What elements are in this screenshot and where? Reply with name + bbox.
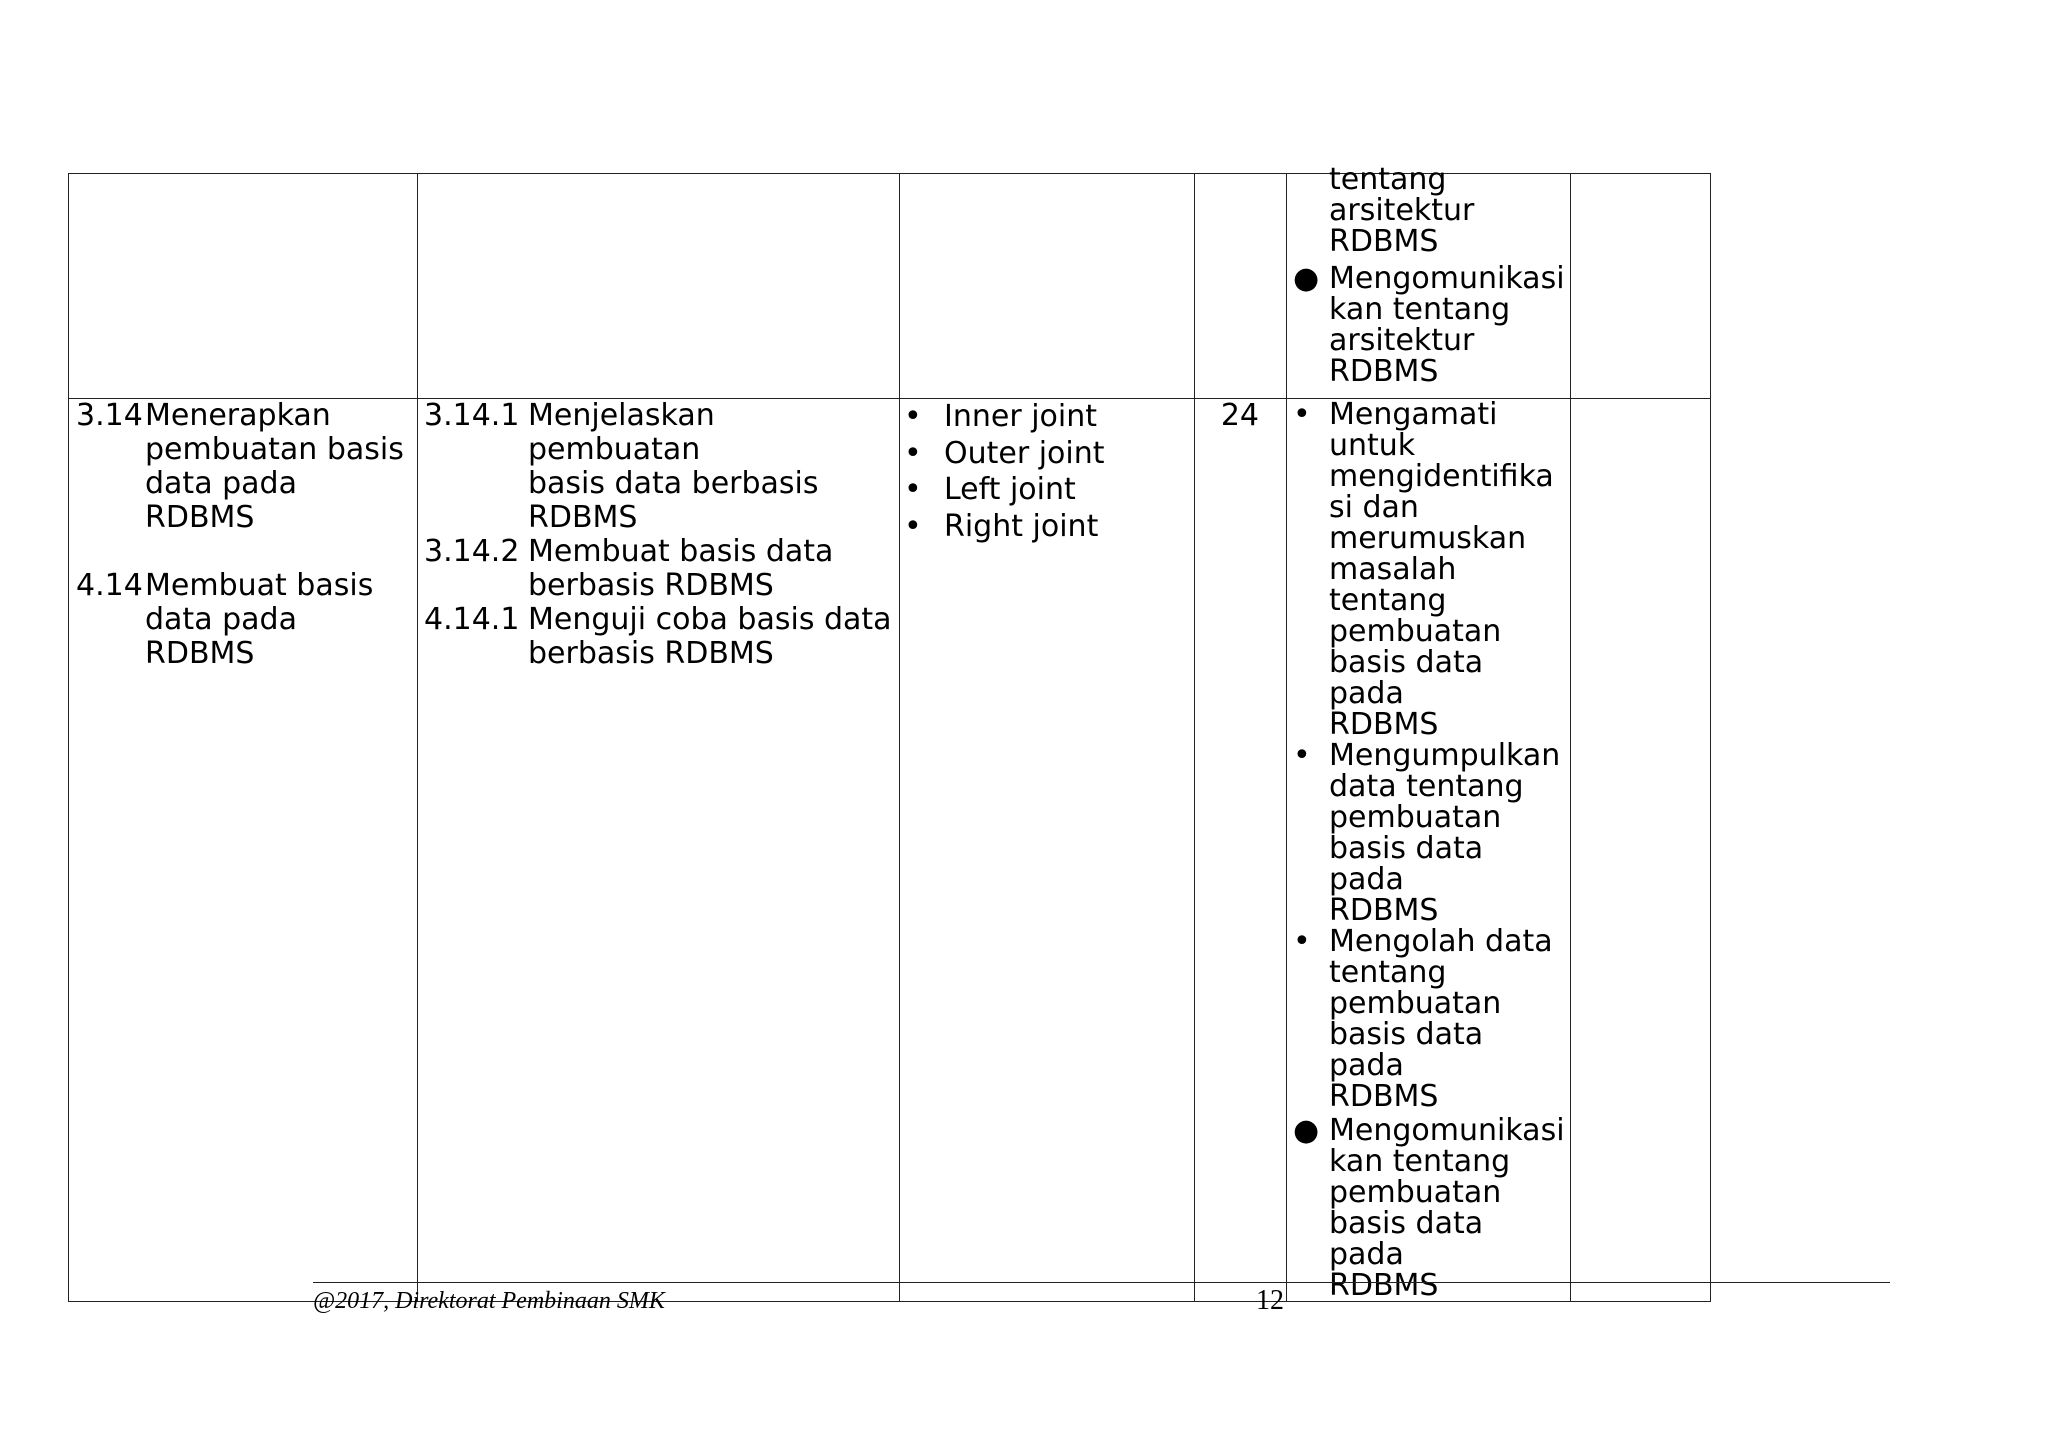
cell-notes-empty bbox=[1571, 174, 1711, 399]
bullet-icon: ● bbox=[1293, 1113, 1320, 1148]
kd-line: Membuat basis bbox=[145, 568, 374, 603]
kd-number: 4.14 bbox=[76, 568, 143, 603]
activity-line: RDBMS bbox=[1329, 224, 1439, 259]
activity-line: RDBMS bbox=[1329, 893, 1439, 928]
activity-line: masalah bbox=[1329, 552, 1457, 587]
bullet-icon: • bbox=[904, 508, 922, 544]
indicator-line: berbasis RDBMS bbox=[528, 636, 774, 671]
indicator-line: Membuat basis data bbox=[528, 534, 834, 569]
activity-line: data tentang bbox=[1329, 769, 1524, 804]
bullet-icon: • bbox=[1293, 397, 1311, 432]
cell-hours bbox=[1195, 399, 1287, 1302]
indicator-number: 3.14.1 bbox=[424, 398, 520, 433]
kd-item bbox=[76, 569, 413, 671]
activity-line: Mengumpulkan bbox=[1329, 738, 1561, 773]
cell-material-empty bbox=[900, 174, 1195, 399]
activity-line: RDBMS bbox=[1329, 707, 1439, 742]
indicator-number: 4.14.1 bbox=[424, 602, 520, 637]
cell-activities bbox=[1287, 399, 1571, 1302]
bullet-icon: • bbox=[904, 435, 922, 471]
kd-number: 3.14 bbox=[76, 398, 143, 433]
activity-line: basis data pada bbox=[1329, 1017, 1484, 1083]
list-item bbox=[904, 472, 1190, 509]
cell-notes-empty bbox=[1571, 399, 1711, 1302]
list-item bbox=[904, 399, 1190, 436]
activity-line: RDBMS bbox=[1329, 1079, 1439, 1114]
syllabus-table bbox=[68, 162, 1711, 1303]
indicator-number: 3.14.2 bbox=[424, 534, 520, 569]
activity-continued-text bbox=[1287, 164, 1570, 257]
activity-line: mengidentifika bbox=[1329, 459, 1554, 494]
activity-list bbox=[1287, 263, 1570, 387]
activity-line: untuk bbox=[1329, 428, 1416, 463]
activity-line: Mengomunikasi bbox=[1329, 261, 1565, 296]
activity-line: tentang bbox=[1329, 955, 1447, 990]
kd-line: data pada RDBMS bbox=[145, 602, 297, 671]
activity-line: RDBMS bbox=[1329, 354, 1439, 389]
bullet-icon: • bbox=[1293, 738, 1311, 773]
bullet-icon: • bbox=[904, 472, 922, 507]
activity-line: Mengamati bbox=[1329, 397, 1498, 432]
cell-kd-empty bbox=[69, 174, 418, 399]
material-list bbox=[900, 399, 1194, 545]
material-text: Outer joint bbox=[944, 435, 1105, 471]
material-text: Left joint bbox=[944, 472, 1076, 507]
activity-line: tentang bbox=[1329, 162, 1447, 197]
list-item bbox=[1293, 399, 1567, 740]
kd-line: pembuatan basis bbox=[145, 432, 404, 467]
indicator-line: basis data berbasis bbox=[528, 466, 819, 501]
table-row-continued bbox=[69, 174, 1711, 399]
cell-indicator-empty bbox=[418, 174, 900, 399]
activity-line: tentang bbox=[1329, 583, 1447, 618]
activity-line: pembuatan bbox=[1329, 614, 1502, 649]
indicator-item bbox=[424, 535, 893, 603]
page-number: 12 bbox=[1256, 1285, 1284, 1316]
list-item bbox=[1293, 740, 1567, 926]
cell-kd bbox=[69, 399, 418, 1302]
activity-line: arsitektur bbox=[1329, 193, 1475, 228]
activity-line: basis data pada bbox=[1329, 831, 1484, 897]
kd-line: data pada RDBMS bbox=[145, 466, 297, 535]
material-text: Inner joint bbox=[944, 399, 1098, 434]
activity-line: merumuskan bbox=[1329, 521, 1527, 556]
activity-line: si dan bbox=[1329, 490, 1419, 525]
activity-line: arsitektur bbox=[1329, 323, 1475, 358]
footer-divider bbox=[313, 1282, 1890, 1283]
list-item bbox=[904, 436, 1190, 473]
activity-line: Mengolah data bbox=[1329, 924, 1553, 959]
indicator-item bbox=[424, 603, 893, 671]
activity-line: kan tentang bbox=[1329, 292, 1511, 327]
activity-line: basis data pada bbox=[1329, 645, 1484, 711]
indicator-line: berbasis RDBMS bbox=[528, 568, 774, 603]
list-item bbox=[1293, 1115, 1567, 1301]
bullet-icon: ● bbox=[1293, 261, 1320, 296]
bullet-icon: • bbox=[904, 399, 922, 434]
table-row-3-14 bbox=[69, 399, 1711, 1302]
hours-value: 24 bbox=[1220, 398, 1259, 433]
cell-activities-continued bbox=[1287, 162, 1571, 399]
indicator-line: RDBMS bbox=[528, 500, 638, 535]
activity-line: pembuatan bbox=[1329, 1175, 1502, 1210]
activity-line: pembuatan bbox=[1329, 800, 1502, 835]
kd-line: Menerapkan bbox=[145, 398, 331, 433]
material-text: Right joint bbox=[944, 508, 1099, 544]
list-item bbox=[1293, 263, 1567, 387]
activity-line: kan tentang bbox=[1329, 1144, 1511, 1179]
activity-line: Mengomunikasi bbox=[1329, 1113, 1565, 1148]
footer-copyright: @2017, Direktorat Pembinaan SMK bbox=[313, 1288, 665, 1314]
activity-line: pembuatan bbox=[1329, 986, 1502, 1021]
activity-line: basis data pada bbox=[1329, 1206, 1484, 1272]
cell-hours-empty bbox=[1195, 174, 1287, 399]
list-item bbox=[904, 509, 1190, 546]
activity-line: RDBMS bbox=[1329, 1268, 1439, 1303]
indicator-item bbox=[424, 399, 893, 535]
kd-item bbox=[76, 399, 413, 535]
cell-materials bbox=[900, 399, 1195, 1302]
activity-list bbox=[1287, 399, 1570, 1301]
cell-indicators bbox=[418, 399, 900, 1302]
indicator-line: Menguji coba basis data bbox=[528, 602, 892, 637]
list-item bbox=[1293, 926, 1567, 1112]
indicator-line: Menjelaskan pembuatan bbox=[528, 398, 715, 467]
bullet-icon: • bbox=[1293, 924, 1311, 959]
